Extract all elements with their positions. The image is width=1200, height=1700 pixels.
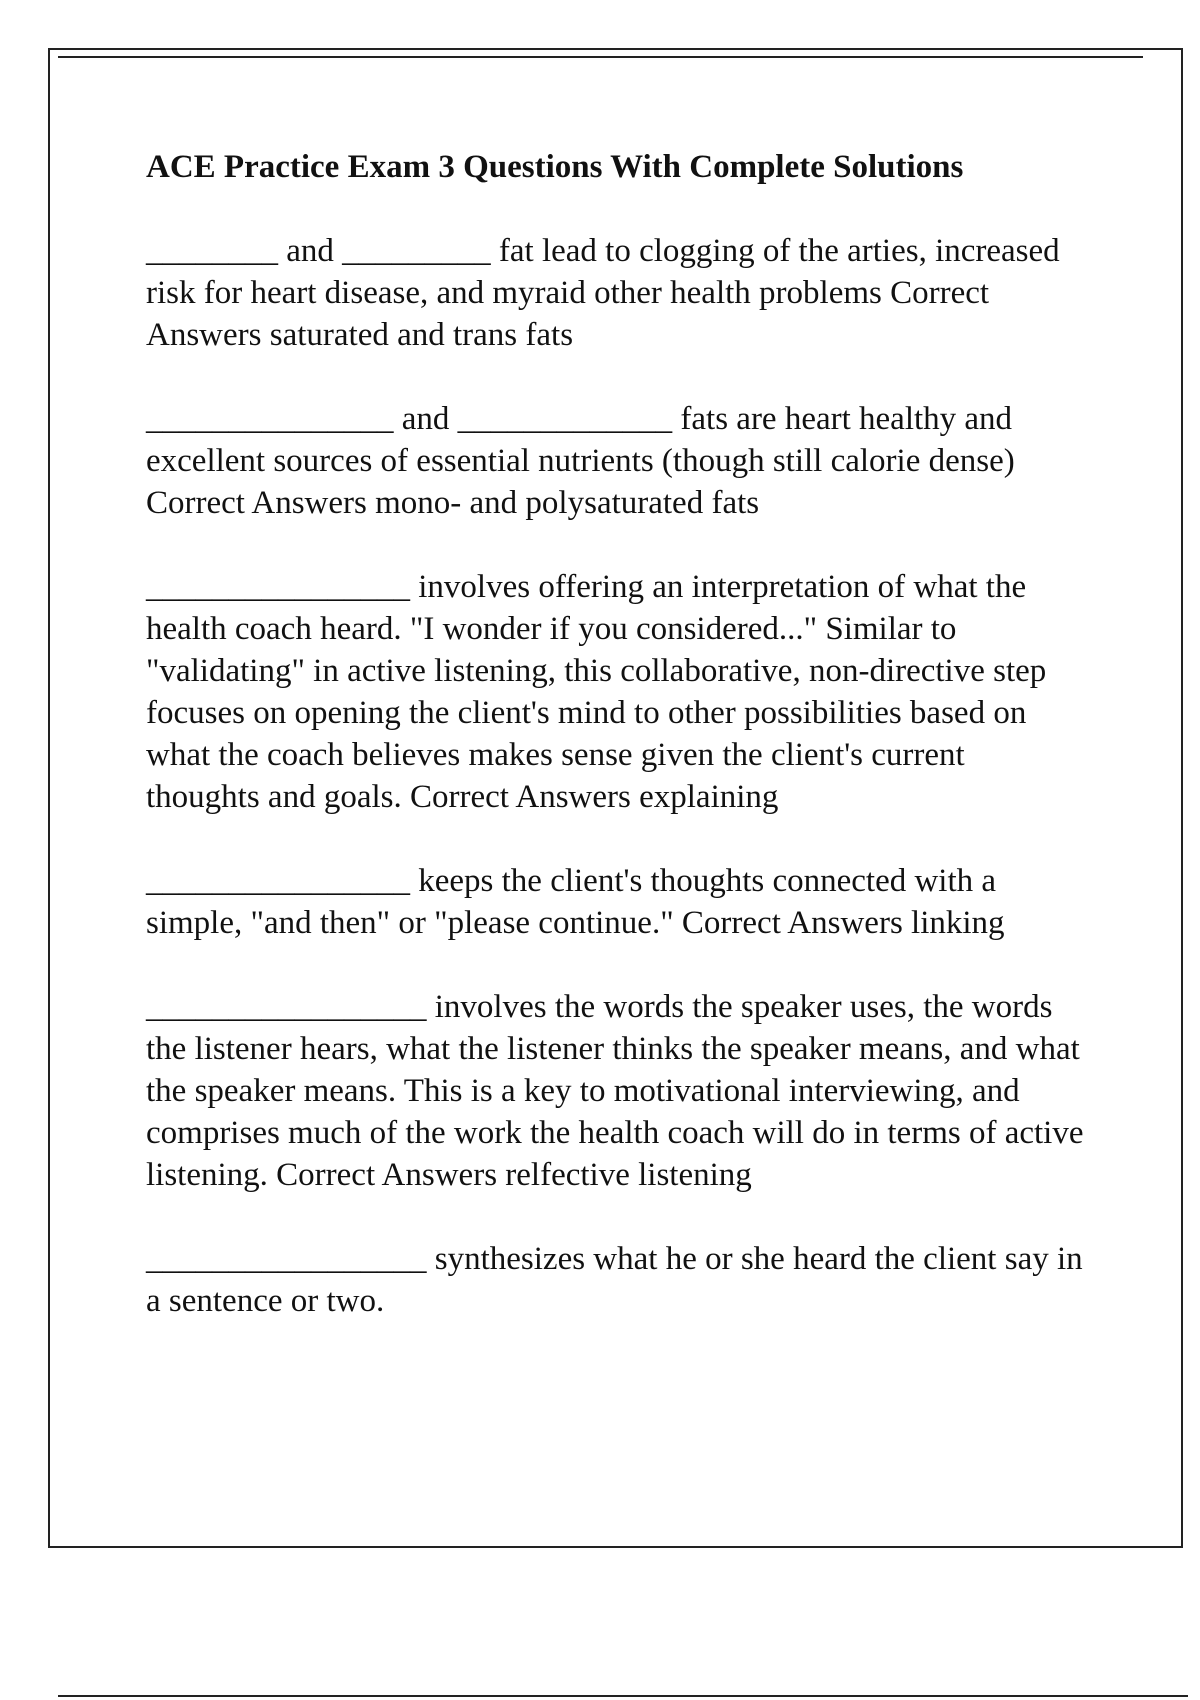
qa-item-3 — [146, 566, 1086, 818]
answer-label: Correct Answers — [276, 1157, 498, 1193]
bottom-rule — [58, 1695, 1188, 1697]
qa-item-5 — [146, 986, 1092, 1196]
question-text: _______________ and _____________ fats are heart healthy and excellent sources of essential nutrients (though still calorie dense) — [146, 401, 1021, 479]
document-body — [146, 146, 1092, 1364]
question-text: ________________ keeps the client's thoughts connected with a simple, "and then" or "please continue." — [146, 863, 1005, 941]
answer-text: linking — [911, 905, 1005, 941]
qa-item-1 — [146, 230, 1086, 356]
answer-label: Correct Answers — [681, 905, 903, 941]
answer-text: mono- and polysaturated fats — [375, 485, 760, 521]
question-text: ________________ involves offering an interpretation of what the health coach heard. "I wonder if you considered..." Similar to "validating" in active listening, this collaborative, non-directive step focuses on opening the client's mind to other possibilities based on what the coach believes makes sense given the client's current thoughts and goals. — [146, 569, 1055, 815]
question-text: _________________ synthesizes what he or she heard the client say in a sentence or two. — [146, 1241, 1091, 1319]
question-text: ________ and _________ fat lead to clogging of the arties, increased risk for heart disease, and myraid other health problems — [146, 233, 1068, 311]
answer-text: saturated and trans fats — [269, 317, 574, 353]
document-title: ACE Practice Exam 3 Questions With Complete Solutions — [146, 149, 964, 185]
answer-text: relfective listening — [505, 1157, 752, 1193]
answer-label: Correct Answers — [146, 485, 367, 521]
answer-text: explaining — [639, 779, 779, 815]
qa-item-6 — [146, 1238, 1091, 1322]
answer-label: Correct Answers — [146, 275, 996, 353]
question-text: _________________ involves the words the speaker uses, the words the listener hears, what the listener thinks the speaker means, and what the speaker means. This is a key to motivational interviewing, and comprises much of the work the health coach will do in terms of active listening. — [146, 989, 1092, 1193]
answer-label: Correct Answers — [409, 779, 631, 815]
qa-item-2 — [146, 398, 1086, 524]
qa-item-4 — [146, 860, 1086, 944]
top-rule — [58, 56, 1143, 58]
